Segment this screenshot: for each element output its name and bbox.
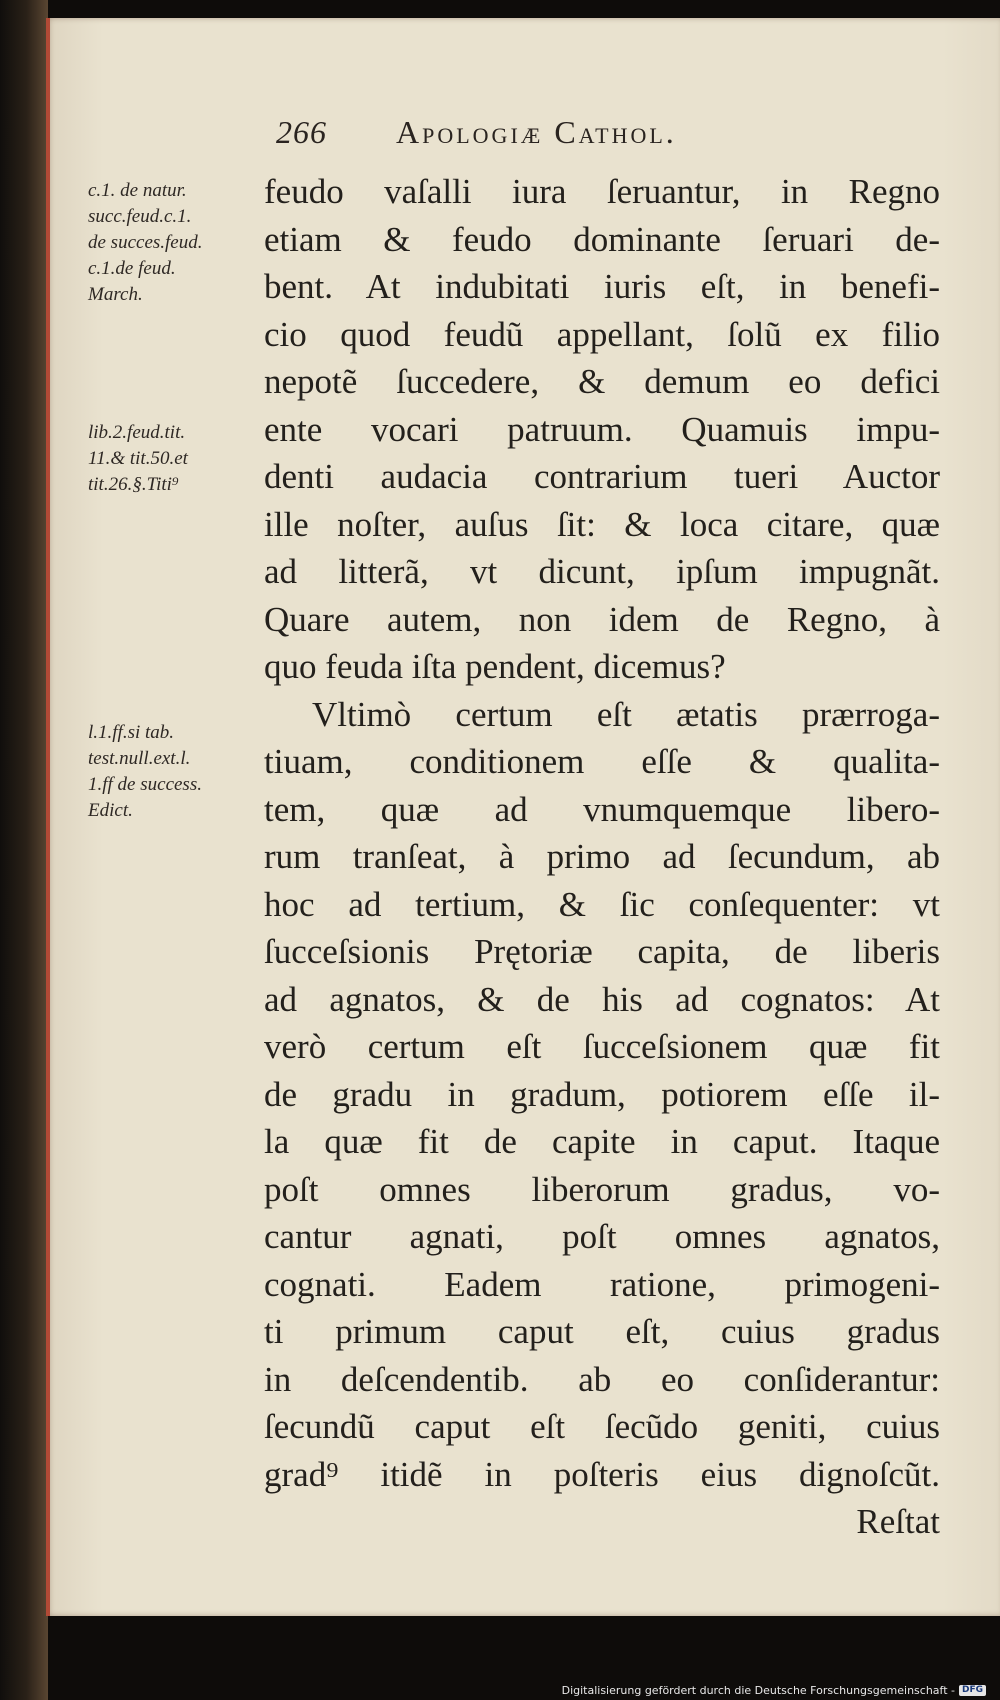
text-line: Vltimò certum eſt ætatis prærroga- bbox=[312, 694, 940, 734]
text-line: grad⁹ itidẽ in poſteris eius dignoſcũt. bbox=[264, 1454, 940, 1494]
text-line: ad agnatos, & de his ad cognatos: At bbox=[264, 979, 940, 1019]
text-line: tem, quæ ad vnumquemque libero- bbox=[264, 789, 940, 829]
text-line: etiam & feudo dominante ſeruari de- bbox=[264, 219, 940, 259]
text-line: ti primum caput eſt, cuius gradus bbox=[264, 1312, 940, 1351]
text-line: denti audacia contrarium tueri Auctor bbox=[264, 457, 940, 496]
margin-note bbox=[88, 420, 188, 498]
text-line: bent. At indubitati iuris eſt, in benefi- bbox=[264, 267, 940, 306]
text-line: cio quod feudũ appellant, ſolũ ex filio bbox=[264, 314, 940, 354]
catchword: Reſtat bbox=[856, 1502, 940, 1541]
dfg-logo: DFG bbox=[959, 1685, 986, 1696]
text-line: in deſcendentib. ab eo conſiderantur: bbox=[264, 1359, 940, 1399]
margin-note-line: 11.& tit.50.et bbox=[88, 448, 188, 469]
margin-note-line: tit.26.§.Titi⁹ bbox=[88, 474, 179, 495]
body-text bbox=[264, 168, 940, 1546]
page-number: 266 bbox=[276, 114, 327, 150]
text-line: la quæ fit de capite in caput. Itaque bbox=[264, 1122, 940, 1161]
margin-note-line: 1.ff de success. bbox=[88, 774, 202, 795]
text-line: rum tranſeat, à primo ad ſecundum, ab bbox=[264, 837, 940, 876]
text-line: tiuam, conditionem eſſe & qualita- bbox=[264, 742, 940, 781]
text-line: feudo vaſalli iura ſeruantur, in Regno bbox=[264, 172, 940, 211]
margin-note-line: c.1.de feud. bbox=[88, 258, 176, 279]
text-line: hoc ad tertium, & ſic conſequenter: vt bbox=[264, 884, 940, 924]
text-line: ente vocari patruum. Quamuis impu- bbox=[264, 409, 940, 449]
text-line: Quare autem, non idem de Regno, à bbox=[264, 599, 940, 639]
margin-note-line: test.null.ext.l. bbox=[88, 748, 191, 769]
text-line: ſucceſsionis Prętoriæ capita, de liberis bbox=[264, 932, 940, 971]
margin-note bbox=[88, 178, 202, 308]
page-red-edge bbox=[46, 18, 50, 1616]
text-line: verò certum eſt ſucceſsionem quæ fit bbox=[264, 1027, 940, 1066]
text-line: cantur agnati, poſt omnes agnatos, bbox=[264, 1217, 940, 1256]
text-line: quo feuda iſta pendent, dicemus? bbox=[264, 647, 726, 686]
margin-note-line: de succes.feud. bbox=[88, 232, 203, 253]
text-line: ad litterã, vt dicunt, ipſum impugnãt. bbox=[264, 552, 940, 591]
text-line: de gradu in gradum, potiorem eſſe il- bbox=[264, 1074, 940, 1114]
book-binding-edge bbox=[0, 0, 48, 1700]
text-line: poſt omnes liberorum gradus, vo- bbox=[264, 1169, 940, 1209]
text-line: ſecundũ caput eſt ſecũdo geniti, cuius bbox=[264, 1407, 940, 1446]
text-line: cognati. Eadem ratione, primogeni- bbox=[264, 1264, 940, 1304]
running-head: Apologiæ Cathol. bbox=[396, 114, 677, 150]
digitization-credit bbox=[562, 1684, 986, 1697]
margin-note bbox=[88, 720, 202, 824]
margin-note-line: c.1. de natur. bbox=[88, 180, 187, 201]
credit-text: Digitalisierung gefördert durch die Deutsche Forschungsgemeinschaft - bbox=[561, 1684, 955, 1697]
margin-note-line: March. bbox=[88, 284, 143, 305]
margin-note-line: succ.feud.c.1. bbox=[88, 206, 192, 227]
margin-note-line: Edict. bbox=[88, 800, 133, 821]
text-line: ille noſter, auſus ſit: & loca citare, quæ bbox=[264, 504, 940, 544]
margin-note-line: lib.2.feud.tit. bbox=[88, 422, 186, 443]
margin-note-line: l.1.ff.si tab. bbox=[88, 722, 175, 743]
text-line: nepotẽ ſuccedere, & demum eo defici bbox=[264, 362, 940, 401]
